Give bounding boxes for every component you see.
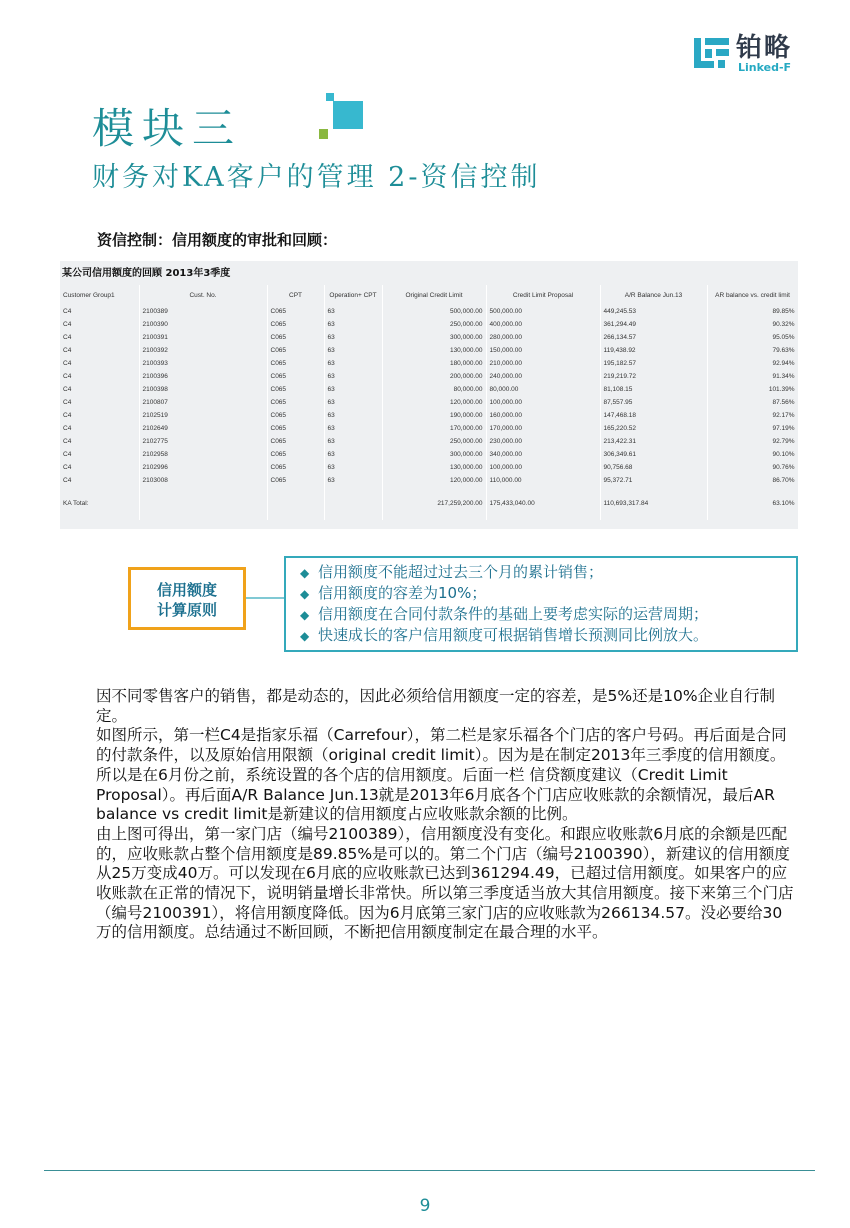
table-cell: 101.39% (707, 383, 798, 396)
table-cell: 340,000.00 (486, 448, 600, 461)
credit-principle-label (131, 580, 243, 620)
table-cell: 230,000.00 (486, 435, 600, 448)
table-cell: 219,219.72 (600, 370, 707, 383)
table-cell: 63 (324, 344, 382, 357)
table-cell: C4 (60, 344, 139, 357)
table-row (60, 305, 798, 318)
table-header-row (60, 285, 798, 305)
table-cell: 170,000.00 (486, 422, 600, 435)
credit-table (60, 285, 799, 520)
col-credit-limit-proposal: Credit Limit Proposal (486, 285, 600, 305)
table-cell: 2100389 (139, 305, 267, 318)
table-cell: C065 (267, 396, 324, 409)
paragraph: 由上图可得出，第一家门店（编号2100389），信用额度没有变化。和跟应收账款6月底的余额是匹配的，应收账款占整个信用额度是89.85%是可以的。第二个门店（编号2100390），新建议的信用额度从25万变成40万。可以发现在6月底的应收账款已达到361294.49，已超过信用额度。如果客户的应收账款在正常的情况下，说明销量增长非常快。所以第三季度适当放大其信用额度。接下来第三个门店（编号2100391），将信用额度降低。因为6月底第三家门店的应收账款为266134.57。没必要给30万的信用额度。总结通过不断回顾，不断把信用额度制定在最合理的水平。 (96, 824, 794, 942)
deco-square-small (326, 93, 334, 101)
table-cell: C065 (267, 422, 324, 435)
table-cell: 2100391 (139, 331, 267, 344)
table-row (60, 422, 798, 435)
table-cell: 120,000.00 (382, 474, 486, 487)
section-heading: 资信控制：信用额度的审批和回顾： (97, 231, 338, 249)
table-cell: 2100807 (139, 396, 267, 409)
bullet-item: ◆ 信用额度不能超过过去三个月的累计销售； (300, 563, 604, 581)
table-total-row (60, 497, 798, 510)
deco-square-large (333, 101, 363, 129)
table-cell: 300,000.00 (382, 448, 486, 461)
table-cell: 130,000.00 (382, 461, 486, 474)
bullet-item: ◆ 快速成长的客户信用额度可根据销售增长预测同比例放大。 (300, 626, 709, 644)
table-row (60, 461, 798, 474)
table-row (60, 396, 798, 409)
table-cell: 266,134.57 (600, 331, 707, 344)
table-cell: 63 (324, 357, 382, 370)
table-cell: 90.10% (707, 448, 798, 461)
principle-line1: 信用额度 (156, 581, 217, 599)
table-cell: C065 (267, 461, 324, 474)
table-cell: 250,000.00 (382, 318, 486, 331)
connector-arrow-icon (246, 591, 284, 605)
credit-review-table (60, 261, 798, 529)
table-cell: 160,000.00 (486, 409, 600, 422)
total-ratio: 63.10% (707, 497, 798, 510)
paragraph: 如图所示，第一栏C4是指家乐福（Carrefour），第二栏是家乐福各个门店的客户号码。再后面是合同的付款条件，以及原始信用限额（original credit limit）。因为是在制定2013年三季度的信用额度。所以是在6月份之前，系统设置的各个店的信用额度。后面一栏 信贷额度建议（Credit Limit Proposal）。再后面A/R Balance Jun.13就是2013年6月底各个门店应收账款的余额情况，最后AR balance vs credit limit是新建议的信用额度占应收账款余额的比例。 (96, 726, 787, 824)
col-ar-balance: A/R Balance Jun.13 (600, 285, 707, 305)
table-spacer-row (60, 487, 798, 497)
diamond-bullet-icon: ◆ (300, 566, 310, 580)
table-cell: C4 (60, 461, 139, 474)
total-balance: 110,693,317.84 (600, 497, 707, 510)
table-cell: 63 (324, 396, 382, 409)
table-row (60, 370, 798, 383)
table-cell: C4 (60, 305, 139, 318)
table-cell: 120,000.00 (382, 396, 486, 409)
table-cell: 63 (324, 422, 382, 435)
table-cell: 500,000.00 (486, 305, 600, 318)
brand-name-cn: 铂略 (736, 33, 793, 63)
module-subtitle: 财务对KA客户的管理 2-资信控制 (92, 162, 541, 193)
module-title: 模块三 (92, 104, 243, 153)
bullet-item: ◆ 信用额度的容差为10%； (300, 584, 487, 602)
table-title: 某公司信用额度的回顾 2013年3季度 (62, 268, 231, 279)
table-cell: C065 (267, 435, 324, 448)
table-cell: 150,000.00 (486, 344, 600, 357)
table-cell: 250,000.00 (382, 435, 486, 448)
table-cell: 79.63% (707, 344, 798, 357)
table-cell: 2103008 (139, 474, 267, 487)
table-cell: 81,108.15 (600, 383, 707, 396)
table-cell: 92.79% (707, 435, 798, 448)
table-cell: 63 (324, 370, 382, 383)
table-cell: C065 (267, 331, 324, 344)
table-cell: 63 (324, 318, 382, 331)
table-cell: 80,000.00 (382, 383, 486, 396)
table-cell: 100,000.00 (486, 461, 600, 474)
table-cell: 2102519 (139, 409, 267, 422)
table-cell: C065 (267, 357, 324, 370)
table-cell: C065 (267, 318, 324, 331)
diamond-bullet-icon: ◆ (300, 608, 310, 622)
table-cell: 87.56% (707, 396, 798, 409)
table-row (60, 344, 798, 357)
col-customer-group: Customer Group1 (60, 285, 139, 305)
credit-principle-label-box (128, 567, 246, 630)
table-cell: C4 (60, 357, 139, 370)
table-cell: 80,000.00 (486, 383, 600, 396)
table-cell: 63 (324, 448, 382, 461)
table-cell: 195,182.57 (600, 357, 707, 370)
table-cell: 89.85% (707, 305, 798, 318)
diamond-bullet-icon: ◆ (300, 629, 310, 643)
table-cell: 130,000.00 (382, 344, 486, 357)
col-cust-no: Cust. No. (139, 285, 267, 305)
table-cell: 95.05% (707, 331, 798, 344)
table-cell: C065 (267, 305, 324, 318)
table-cell: 2100393 (139, 357, 267, 370)
table-cell: 180,000.00 (382, 357, 486, 370)
table-cell: 449,245.53 (600, 305, 707, 318)
table-cell: C4 (60, 318, 139, 331)
table-cell: 2100396 (139, 370, 267, 383)
table-cell: 91.34% (707, 370, 798, 383)
table-cell: 90,756.68 (600, 461, 707, 474)
table-cell: 63 (324, 409, 382, 422)
table-cell: 95,372.71 (600, 474, 707, 487)
table-cell: C065 (267, 474, 324, 487)
table-cell: 280,000.00 (486, 331, 600, 344)
brand-name-en: Linked-F (738, 61, 792, 74)
table-cell: 2100392 (139, 344, 267, 357)
table-cell: 100,000.00 (486, 396, 600, 409)
table-cell: 170,000.00 (382, 422, 486, 435)
diamond-bullet-icon: ◆ (300, 587, 310, 601)
col-operation-cpt: Operation+ CPT (324, 285, 382, 305)
table-cell: 63 (324, 461, 382, 474)
paragraph: 因不同零售客户的销售，都是动态的，因此必须给信用额度一定的容差，是5%还是10%企业自行制定。 (96, 687, 776, 725)
explanation-text (96, 687, 796, 943)
table-cell: C4 (60, 422, 139, 435)
table-cell: 63 (324, 305, 382, 318)
total-original: 217,259,200.00 (382, 497, 486, 510)
table-cell: 147,468.18 (600, 409, 707, 422)
table-cell: 190,000.00 (382, 409, 486, 422)
table-cell: 2100398 (139, 383, 267, 396)
table-cell: 210,000.00 (486, 357, 600, 370)
credit-principle-bullets (284, 556, 798, 652)
table-cell: 63 (324, 331, 382, 344)
table-row (60, 318, 798, 331)
table-cell: 2102649 (139, 422, 267, 435)
table-cell: 500,000.00 (382, 305, 486, 318)
table-cell: 213,422.31 (600, 435, 707, 448)
table-row (60, 357, 798, 370)
page-number: 9 (419, 1196, 431, 1216)
table-row (60, 474, 798, 487)
table-cell: C4 (60, 409, 139, 422)
table-cell: 63 (324, 474, 382, 487)
linked-f-logo-icon (692, 34, 732, 74)
table-cell: 2102996 (139, 461, 267, 474)
table-cell: 200,000.00 (382, 370, 486, 383)
table-cell: 2100390 (139, 318, 267, 331)
table-spacer-row (60, 510, 798, 520)
bullet-item: ◆ 信用额度在合同付款条件的基础上要考虑实际的运营周期； (300, 605, 709, 623)
total-proposal: 175,433,040.00 (486, 497, 600, 510)
table-cell: 92.17% (707, 409, 798, 422)
table-row (60, 383, 798, 396)
table-cell: 87,557.95 (600, 396, 707, 409)
table-cell: 306,349.61 (600, 448, 707, 461)
table-cell: C065 (267, 344, 324, 357)
table-cell: 110,000.00 (486, 474, 600, 487)
table-cell: C4 (60, 448, 139, 461)
table-cell: C4 (60, 435, 139, 448)
brand-logo (692, 34, 812, 74)
table-cell: C4 (60, 331, 139, 344)
col-original-credit-limit: Original Credit Limit (382, 285, 486, 305)
table-cell: 119,438.92 (600, 344, 707, 357)
table-row (60, 448, 798, 461)
table-cell: 165,220.52 (600, 422, 707, 435)
col-ar-vs-credit-limit: AR balance vs. credit limit (707, 285, 798, 305)
total-label: KA Total: (60, 497, 139, 510)
table-cell: 63 (324, 383, 382, 396)
table-cell: 2102958 (139, 448, 267, 461)
col-cpt: CPT (267, 285, 324, 305)
table-cell: C065 (267, 448, 324, 461)
table-cell: C4 (60, 474, 139, 487)
table-row (60, 331, 798, 344)
table-cell: 300,000.00 (382, 331, 486, 344)
table-cell: 90.32% (707, 318, 798, 331)
footer-divider (44, 1170, 815, 1171)
table-cell: C065 (267, 383, 324, 396)
table-cell: 90.76% (707, 461, 798, 474)
table-cell: C4 (60, 383, 139, 396)
table-cell: 240,000.00 (486, 370, 600, 383)
table-cell: 92.94% (707, 357, 798, 370)
table-cell: 63 (324, 435, 382, 448)
table-cell: C4 (60, 396, 139, 409)
table-cell: 2102775 (139, 435, 267, 448)
table-cell: 400,000.00 (486, 318, 600, 331)
table-cell: C4 (60, 370, 139, 383)
table-row (60, 409, 798, 422)
principle-line2: 计算原则 (156, 601, 217, 619)
table-cell: C065 (267, 370, 324, 383)
table-row (60, 435, 798, 448)
table-cell: 361,294.49 (600, 318, 707, 331)
table-cell: C065 (267, 409, 324, 422)
deco-square-green (319, 129, 328, 139)
table-cell: 86.70% (707, 474, 798, 487)
table-cell: 97.19% (707, 422, 798, 435)
